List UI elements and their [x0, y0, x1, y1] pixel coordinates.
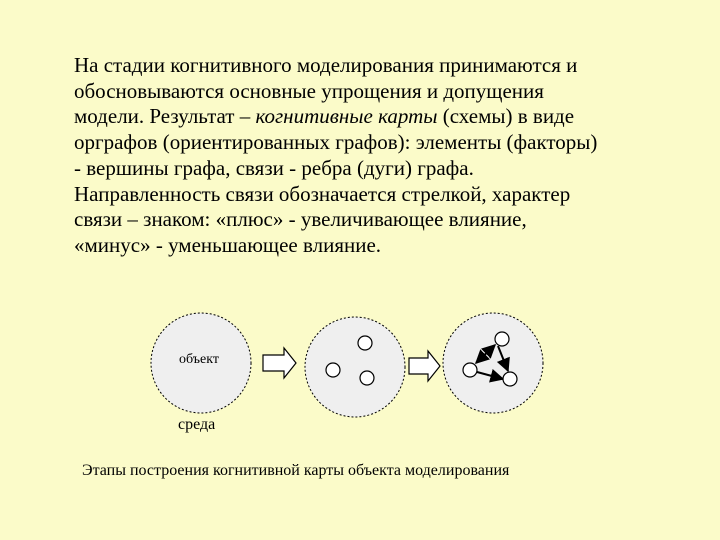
paragraph-line-4: орграфов (ориентированных графов): элементы (факторы) — [74, 130, 598, 155]
factor-node — [326, 363, 340, 377]
factor-node — [503, 372, 517, 386]
diagram-caption: Этапы построения когнитивной карты объекта моделирования — [82, 462, 510, 479]
factor-node — [463, 363, 477, 377]
paragraph-line-3-start: модели. Результат – — [74, 104, 256, 129]
environment-label: среда — [178, 416, 216, 433]
paragraph-line-7: связи – знаком: «плюс» - увеличивающее влияние, — [74, 207, 527, 232]
transition-arrow-2 — [409, 351, 440, 381]
paragraph-line-8: «минус» - уменьшающее влияние. — [74, 232, 382, 257]
paragraph-line-2: обосновываются основные упрощения и допущения — [74, 78, 544, 103]
paragraph-line-5: - вершины графа, связи - ребра (дуги) графа. — [74, 155, 474, 180]
factor-node — [495, 332, 509, 346]
paragraph-line-1: На стадии когнитивного моделирования принимаются и — [74, 53, 578, 77]
paragraph-line-6: Направленность связи обозначается стрелкой, характер — [74, 181, 571, 206]
cognitive-maps-term: когнитивные карты — [255, 104, 438, 129]
paragraph-line-3-end: (схемы) в виде — [437, 104, 575, 129]
environment-circle-stage-3 — [443, 313, 543, 413]
transition-arrow-1 — [263, 348, 296, 378]
environment-circle-stage-2 — [305, 317, 405, 417]
factor-node — [360, 371, 374, 385]
factor-node — [358, 336, 372, 350]
object-label: объект — [179, 352, 219, 367]
